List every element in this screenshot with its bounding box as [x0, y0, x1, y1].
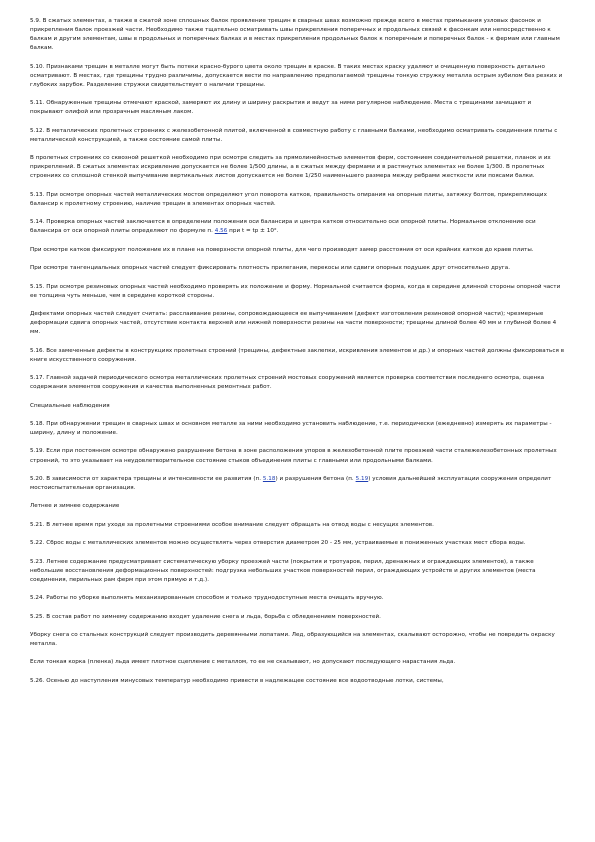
paragraph-5-15: 5.15. При осмотре резиновых опорных частей необходимо проверять их положение и форму. Нормальной считается форма, когда в середине длинной стороны опорной части ее толщина чуть меньше, чем в середине короткой стороны. [30, 283, 561, 299]
paragraph-5-10: 5.10. Признаками трещин в металле могут быть потеки красно-бурого цвета около трещин в краске. В таких местах краску удаляют и очищенную поверхность детально осматривают. В местах, где трещины трудно различимы, допускается вести по направлению предполагаемой трещины тонкую стружку металла острым зубилом без резких и глубоких зарубок. Разделение стружки свидетельствует о наличии трещины. [30, 63, 563, 88]
paragraph-5-25: 5.25. В состав работ по зимнему содержанию входят удаление снега и льда, борьба с обледенением поверхностей. [30, 613, 381, 620]
paragraph-5-12-continued: В пролетных строениях со сквозной решеткой необходимо при осмотре следить за прямолинейностью элементов ферм, состоянием соединительной решетки, планок и их прикреплений. В сжатых элементах искривление допускается не более 1/500 длины, а в сжатых между фермами и в растянутых элементах не более 1/300. В пролетных строениях со сплошной стенкой выпучивание вертикальных листов допускается не более 1/250 наименьшего размера между ребрами жесткости или поясами балки. [30, 155, 551, 180]
paragraph-5-14-tangential: При осмотре тангенциальных опорных частей следует фиксировать плотность прилегания, перекосы или сдвиги опорных подушек друг относительно друга. [30, 265, 511, 272]
paragraph-5-23: 5.23. Летнее содержание предусматривает систематическую уборку проезжей части (покрытия и тротуаров, перил, дренажных и ограждающих элементов), а также небольшие восстановления деформационных поверхностей: подгрузка небольших участков поверхностей перил, ограждающих устройств и других элементов (места соединения, перильных рам ферм при этом прямую и т.д.). [30, 558, 536, 583]
paragraph-5-20-text: 5.20. В зависимости от характера трещины и интенсивности ее развития (п. [30, 475, 262, 482]
paragraph-5-15-defects: Дефектами опорных частей следует считать: расслаивание резины, сопровождающееся ее выпучиванием (дефект изготовления резиновой опорной части); чрезмерные деформации сдвига опорных частей, отсутствие контакта верхней или нижней поверхности резины на части поверхности; трещины длиной более 40 мм и глубиной более 4 мм. [30, 311, 557, 336]
link-5-18[interactable]: 5.18 [262, 475, 276, 482]
paragraph-5-13: 5.13. При осмотре опорных частей металлических мостов определяют угол поворота катков, правильность опирания на опорные плиты, затяжку болтов, прикрепляющих балансир к пролетному строению, наличие трещин в элементах опорных частей. [30, 191, 547, 207]
link-4-56[interactable]: 4.56 [214, 228, 228, 235]
heading-special-observations: Специальные наблюдения [30, 402, 110, 409]
paragraph-5-19: 5.19. Если при постоянном осмотре обнаружено разрушение бетона в зоне расположения упоров в железобетонной плите проезжей части сталежелезобетонных пролетных строений, то это указывает на неудовлетворительное состояние стыков объединения плиты с главными или продольными балками. [30, 448, 557, 464]
paragraph-5-14 [30, 218, 565, 236]
paragraph-5-25-ice: Если тонкая корка (пленка) льда имеет плотное сцепление с металлом, то ее не скалывают, но допускают последующего нарастания льда. [30, 659, 456, 666]
paragraph-5-25-snow: Уборку снега со стальных конструкций следует производить деревянными лопатами. Лед, образующийся на элементах, скалывают осторожно, чтобы не повредить окраску металла. [30, 631, 555, 648]
paragraph-5-20-mid: ) и разрушения бетона (п. [275, 475, 354, 482]
paragraph-5-22: 5.22. Сброс воды с металлических элементов можно осуществлять через отверстия диаметром 20 - 25 мм, устраиваемые в пониженных участках мест сбора воды. [30, 540, 526, 547]
paragraph-5-11: 5.11. Обнаруженные трещины отмечают краской, замеряют их длину и ширину раскрытия и ведут за ними регулярное наблюдение. Места с трещинами зачищают и покрывают олифой или прозрачным масляным лаком. [30, 100, 532, 116]
paragraph-5-20-tail: ) условия дальнейшей эксплуатации сооружения определит мостоиспытательная организация. [30, 475, 552, 492]
paragraph-5-14-rollers: При осмотре катков фиксируют положение их в плане на поверхности опорной плиты, для чего производят замер расстояния от оси крайних катков до краев плиты. [30, 246, 534, 253]
paragraph-5-12: 5.12. В металлических пролетных строениях с железобетонной плитой, включенной в совместную работу с главными балками, необходимо осматривать соединения плиты с металлической конструкцией, а также состояние самой плиты. [30, 127, 558, 143]
paragraph-5-9: 5.9. В сжатых элементах, а также в сжатой зоне сплошных балок проявление трещин в сварных швах возможно прежде всего в местах примыкания узловых фасонок и прикрепления балок проезжей части. Необходимо также тщательно осматривать швы прикрепления поперечных и продольных связей к фасонкам или непосредственно к балкам и другим элементам, швы в продольных и поперечных балках и в местах прикрепления продольных балок к поперечным и поперечных балок - к фермам или главным балкам. [30, 18, 560, 52]
paragraph-5-18: 5.18. При обнаружении трещин в сварных швах и основном металле за ними необходимо установить наблюдение, т.е. периодически (ежедневно) измерять их параметры - ширину, длину и положение. [30, 420, 552, 437]
heading-summer-winter-maintenance: Летнее и зимнее содержание [30, 503, 120, 510]
paragraph-5-14-text: 5.14. Проверка опорных частей заключается в определении положения оси балансира и центра катков относительно оси опорной плиты. Нормальное отклонение оси балансира от оси опорной плиты определяют по формуле п. [30, 219, 536, 235]
paragraph-5-21: 5.21. В летнее время при уходе за пролетными строениями особое внимание следует обращать на отвод воды с несущих элементов. [30, 521, 434, 528]
paragraph-5-14-tail: при t = tр ± 10°. [227, 228, 279, 235]
paragraph-5-24: 5.24. Работы по уборке выполнять механизированным способом и только труднодоступные места очищать вручную. [30, 595, 384, 602]
link-5-19[interactable]: 5.19 [355, 475, 369, 482]
paragraph-5-20 [30, 475, 565, 493]
paragraph-5-26: 5.26. Осенью до наступления минусовых температур необходимо привести в надлежащее состояние все водоотводные лотки, системы, [30, 677, 444, 684]
paragraph-5-16: 5.16. Все замеченные дефекты в конструкциях пролетных строений (трещины, дефектные заклепки, искривления элементов и др.) и опорных частей должны фиксироваться в книге искусственного сооружения. [30, 347, 565, 363]
paragraph-5-17: 5.17. Главной задачей периодического осмотра металлических пролетных строений мостовых сооружений является проверка соответствия последнего осмотра, оценка содержания элементов сооружения и качества выполненных ремонтных работ. [30, 375, 545, 391]
